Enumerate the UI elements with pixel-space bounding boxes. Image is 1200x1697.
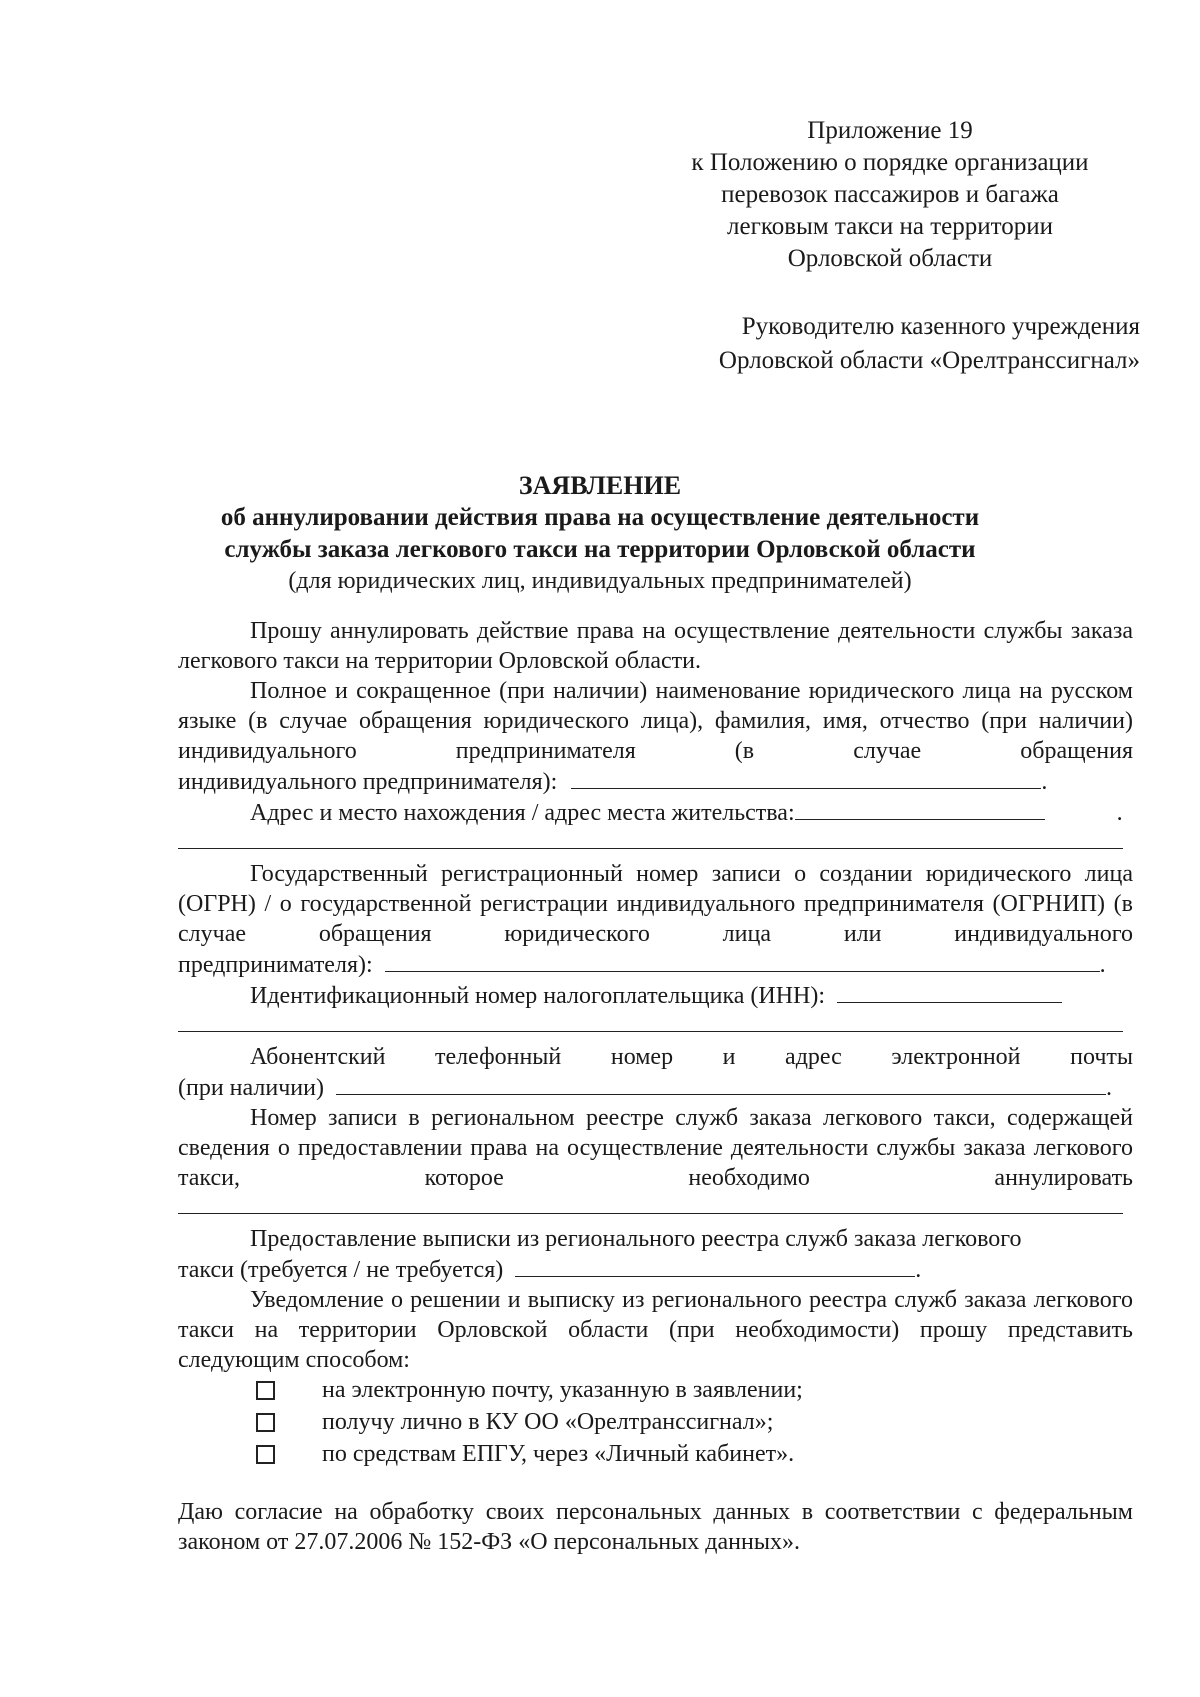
document-title <box>180 470 1020 596</box>
name-field-label: Полное и сокращенное (при наличии) наименование юридического лица на русском языке (в случае обращения юридического лица), фамилия, имя, отчество (при наличии) индивидуального предпринимателя (в случае обращения <box>178 678 1133 764</box>
appendix-line: Приложение 19 <box>807 117 973 144</box>
option-email[interactable] <box>178 1375 1133 1407</box>
extract-field-label-end: такси (требуется / не требуется) <box>178 1257 504 1283</box>
title-subtitle-2: службы заказа легкового такси на территории Орловской области <box>224 536 976 563</box>
period: . <box>1105 1075 1112 1101</box>
phone-field-label: Абонентский телефонный номер и адрес электронной почты <box>250 1044 1133 1070</box>
option-email-label: на электронную почту, указанную в заявлении; <box>322 1377 803 1403</box>
ogrn-field-row <box>178 949 1133 980</box>
registry-field-blank-line[interactable] <box>178 1193 1123 1214</box>
registry-field-label: Номер записи в региональном реестре служб заказа легкового такси, содержащей сведения о предоставлении права на осуществление деятельности службы заказа легкового такси, которое необходимо аннулировать <box>178 1105 1133 1191</box>
checkbox-icon[interactable] <box>256 1413 275 1432</box>
address-field-blank-line[interactable] <box>178 828 1123 849</box>
appendix-header <box>640 115 1140 275</box>
title-note: (для юридических лиц, индивидуальных предпринимателей) <box>288 568 912 594</box>
ogrn-field-blank[interactable] <box>385 949 1100 972</box>
addressee-line: Руководителю казенного учреждения <box>741 313 1140 340</box>
option-in-person-label: получу лично в КУ ОО «Орелтранссигнал»; <box>322 1409 774 1435</box>
name-field-label-end: индивидуального предпринимателя): <box>178 769 558 795</box>
application-body <box>178 616 1133 1557</box>
ogrn-field-label: Государственный регистрационный номер записи о создании юридического лица (ОГРН) / о государственной регистрации индивидуального предпринимателя (ОГРНИП) (в случае обращения юридического лица или индивидуального <box>178 861 1133 947</box>
address-field-row <box>178 797 1133 828</box>
option-epgu[interactable] <box>178 1439 1133 1471</box>
appendix-line: перевозок пассажиров и багажа <box>721 181 1059 208</box>
period: . <box>915 1257 922 1283</box>
inn-field-blank-line[interactable] <box>178 1011 1123 1032</box>
name-field-blank[interactable] <box>571 766 1041 789</box>
inn-field-label: Идентификационный номер налогоплательщика (ИНН): <box>250 983 826 1009</box>
period: . <box>1116 800 1123 826</box>
inn-field-blank[interactable] <box>837 980 1062 1003</box>
option-epgu-label: по средствам ЕПГУ, через «Личный кабинет». <box>322 1441 795 1467</box>
address-field-blank[interactable] <box>795 797 1045 820</box>
title-main: ЗАЯВЛЕНИЕ <box>518 471 682 500</box>
appendix-line: Орловской области <box>787 245 993 272</box>
address-field-label: Адрес и место нахождения / адрес места жительства: <box>250 800 795 826</box>
appendix-line: легковым такси на территории <box>727 213 1053 240</box>
checkbox-icon[interactable] <box>256 1445 275 1464</box>
option-in-person[interactable] <box>178 1407 1133 1439</box>
name-field-row <box>178 766 1133 797</box>
appendix-line: к Положению о порядке организации <box>691 149 1089 176</box>
period: . <box>1041 769 1048 795</box>
consent-paragraph: Даю согласие на обработку своих персональных данных в соответствии с федеральным законом от 27.07.2006 № 152-ФЗ «О персональных данных». <box>178 1499 1133 1555</box>
phone-field-row <box>178 1072 1133 1103</box>
phone-field-blank[interactable] <box>336 1072 1106 1095</box>
title-subtitle-1: об аннулировании действия права на осуществление деятельности <box>220 504 980 531</box>
addressee-line: Орловской области «Орелтранссигнал» <box>718 347 1140 374</box>
notify-paragraph: Уведомление о решении и выписку из регионального реестра служб заказа легкового такси на территории Орловской области (при необходимости) прошу представить следующим способом: <box>178 1287 1133 1373</box>
extract-field-label: Предоставление выписки из регионального реестра служб заказа легкового <box>250 1226 1022 1252</box>
request-paragraph: Прошу аннулировать действие права на осуществление деятельности службы заказа легкового такси на территории Орловской области. <box>178 618 1133 674</box>
period: . <box>1099 952 1106 978</box>
inn-field-row <box>178 980 1133 1011</box>
phone-field-label-end: (при наличии) <box>178 1075 324 1101</box>
addressee-block <box>620 310 1140 378</box>
extract-field-blank[interactable] <box>515 1254 915 1277</box>
extract-field-row <box>178 1254 1133 1285</box>
checkbox-icon[interactable] <box>256 1381 275 1400</box>
ogrn-field-label-end: предпринимателя): <box>178 952 373 978</box>
